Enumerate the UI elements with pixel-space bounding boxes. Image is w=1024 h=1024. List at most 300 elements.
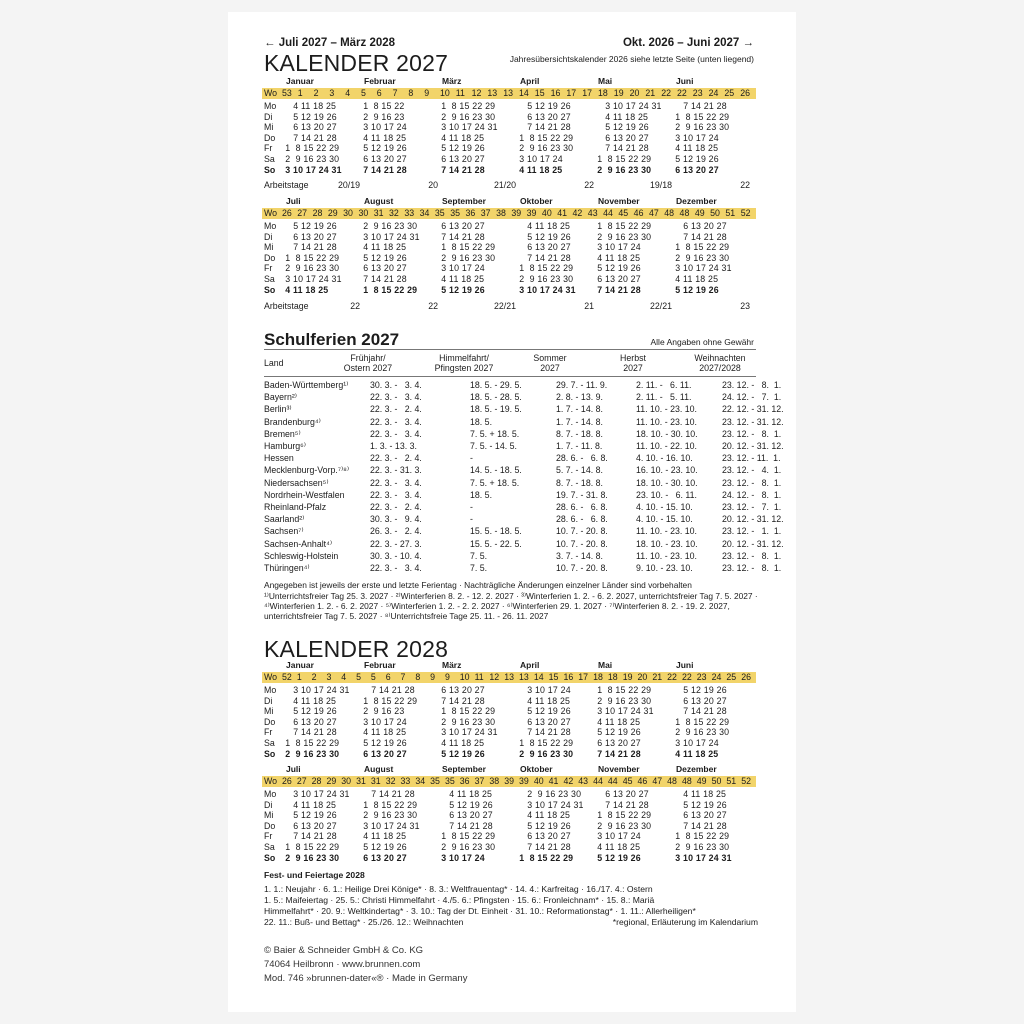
week-number: 39	[526, 208, 537, 218]
week-number: 32	[385, 776, 396, 786]
day-row: 5 12 19 26	[280, 810, 337, 821]
ferien-dates: 23. 12. - 8. 1.	[722, 550, 782, 561]
day-row: 3 10 17 24 31	[280, 273, 342, 284]
day-row: 5 12 19 26	[358, 841, 407, 852]
ferien-dates: 1. 3. - 13. 3.	[370, 441, 417, 451]
day-label: Mo	[264, 789, 277, 799]
day-row: 2 9 16 23 30	[592, 695, 652, 706]
week-number: 42	[572, 208, 583, 218]
week-number: 22	[661, 88, 671, 98]
day-row: 6 13 20 27	[280, 716, 337, 727]
ferien-dates: 16. 10. - 23. 10.	[636, 465, 698, 476]
day-row: 5 12 19 26	[670, 284, 719, 295]
week-number: 43	[587, 208, 598, 218]
week-number: 22	[677, 88, 687, 98]
nav-right-link[interactable]: Okt. 2026 – Juni 2027 →	[622, 37, 754, 49]
month-days	[592, 101, 662, 175]
week-number: 24	[708, 88, 719, 98]
week-number: 34	[415, 776, 426, 786]
week-number: 25	[726, 672, 737, 682]
day-row: 6 13 20 27	[592, 132, 649, 143]
day-row: 2 9 16 23 30	[514, 789, 582, 799]
month-heading: Januar	[286, 76, 314, 86]
week-number: 53	[282, 88, 292, 98]
table-row	[264, 453, 781, 465]
day-row: 6 13 20 27	[358, 153, 407, 164]
ferien-dates: 22. 3. - 2. 4.	[370, 453, 422, 464]
day-label: Do	[264, 820, 276, 831]
ferien-dates: 22. 12. - 31. 12.	[722, 404, 784, 415]
ferien-dates: 11. 10. - 23. 10.	[636, 550, 697, 561]
day-row: 5 12 19 26	[358, 252, 407, 263]
week-number: 43	[578, 776, 589, 786]
day-row: 3 10 17 24 31	[514, 799, 584, 810]
day-row: 1 8 15 22 29	[436, 242, 496, 253]
day-row: 2 9 16 23 30	[280, 748, 340, 759]
day-row: 1 8 15 22 29	[670, 831, 730, 842]
land-name: Rheinland-Pfalz	[264, 502, 327, 512]
footer-address: 74064 Heilbronn · www.brunnen.com	[264, 959, 421, 970]
ferien-dates: 2. 8. - 13. 9.	[556, 392, 603, 403]
day-row: 7 14 21 28	[358, 164, 407, 175]
week-number: 33	[404, 208, 415, 218]
week-number: 44	[603, 208, 613, 218]
day-row: 4 11 18 25	[592, 716, 641, 727]
day-row: 6 13 20 27	[436, 810, 493, 821]
footer-copyright: © Baier & Schneider GmbH & Co. KG	[264, 945, 424, 956]
ferien-dates: 23. 12. - 31. 12.	[722, 416, 784, 427]
day-row: 7 14 21 28	[280, 727, 337, 738]
week-number: 11	[455, 88, 465, 98]
arbeitstage-value: 21/20	[493, 180, 516, 190]
week-number: 14	[533, 672, 544, 682]
day-row: 5 12 19 26	[514, 231, 571, 242]
week-number: 52	[740, 208, 751, 218]
day-row: 5 12 19 26	[280, 221, 337, 231]
ferien-dates: 7. 5.	[470, 550, 488, 561]
week-number: 26	[282, 208, 292, 218]
day-row: 5 12 19 26	[670, 153, 719, 164]
day-row: 1 8 15 22 29	[592, 221, 652, 231]
week-number: 49	[694, 208, 705, 218]
day-row: 6 13 20 27	[358, 263, 407, 274]
day-row: 5 12 19 26	[280, 706, 337, 717]
ferien-dates: 30. 3. - 9. 4.	[370, 514, 422, 525]
week-number: 31	[373, 208, 384, 218]
day-row: 4 11 18 25	[280, 695, 337, 706]
day-row: 3 10 17 24	[670, 737, 719, 748]
table-row	[264, 441, 784, 453]
day-row: 7 14 21 28	[436, 164, 485, 175]
day-row: 2 9 16 23 30	[514, 143, 574, 154]
day-row: 1 8 15 22 29	[514, 263, 574, 274]
day-row: 3 10 17 24 31	[592, 706, 654, 717]
column-header-land: Land	[264, 358, 284, 368]
arbeitstage-label: Arbeitstage	[264, 301, 309, 311]
ferien-dates: 28. 6. - 6. 8.	[556, 453, 608, 464]
day-row: 4 11 18 25	[670, 789, 727, 799]
kalender-2027-title: KALENDER 2027	[264, 50, 449, 76]
ferien-dates: 22. 3. - 3. 4.	[370, 416, 422, 427]
month-days	[670, 101, 729, 175]
day-row: 1 8 15 22 29	[514, 737, 574, 748]
ferien-dates: -	[470, 502, 473, 512]
day-row: 4 11 18 25	[358, 831, 407, 842]
ferien-dates: 23. 12. - 8. 1.	[722, 563, 782, 573]
week-number: 11	[474, 672, 484, 682]
day-row: 4 11 18 25	[436, 273, 485, 284]
arbeitstage-value: 22	[350, 301, 360, 311]
week-number: 46	[633, 208, 644, 218]
day-row: 3 10 17 24 31	[592, 101, 662, 111]
day-row: 5 12 19 26	[514, 820, 571, 831]
week-number: 2	[311, 672, 317, 682]
day-row: 1 8 15 22 29	[514, 852, 574, 863]
month-heading: Mai	[598, 76, 613, 86]
day-row: 7 14 21 28	[670, 101, 727, 111]
week-number: 39	[511, 208, 522, 218]
column-header: Himmelfahrt/ Pfingsten 2027	[434, 353, 494, 373]
week-number: 18	[593, 672, 603, 682]
land-name: Berlin³⁾	[264, 404, 292, 415]
arbeitstage-value: 22	[584, 180, 594, 190]
week-number: 23	[696, 672, 707, 682]
day-label: Di	[264, 111, 273, 122]
day-label: Mo	[264, 221, 277, 231]
month-heading: Februar	[364, 660, 396, 670]
day-row: 7 14 21 28	[280, 831, 337, 842]
week-number: 24	[711, 672, 722, 682]
ferien-dates: 30. 3. - 10. 4.	[370, 550, 422, 561]
day-label: Fr	[264, 263, 273, 274]
day-row: 6 13 20 27	[280, 820, 337, 831]
ferien-dates: 20. 12. - 31. 12.	[722, 441, 784, 451]
arbeitstage-value: 22	[428, 301, 438, 311]
day-row: 5 12 19 26	[592, 727, 641, 738]
land-name: Baden-Württemberg¹⁾	[264, 380, 349, 390]
land-name: Sachsen-Anhalt⁴⁾	[264, 538, 333, 549]
land-name: Nordrhein-Westfalen	[264, 489, 345, 500]
day-row: 4 11 18 25	[514, 810, 571, 821]
day-row: 4 11 18 25	[670, 748, 719, 759]
ferien-dates: 28. 6. - 6. 8.	[556, 502, 608, 512]
day-row: 3 10 17 24 31	[280, 685, 350, 695]
day-label: Do	[264, 716, 276, 727]
table-row	[264, 514, 784, 526]
land-name: Brandenburg⁴⁾	[264, 416, 321, 427]
week-number: 1	[296, 672, 302, 682]
week-label: Wo	[264, 88, 278, 98]
ferien-dates: 4. 10. - 15. 10.	[636, 502, 693, 512]
table-row	[264, 550, 782, 563]
month-days	[592, 789, 651, 863]
month-days	[280, 685, 350, 759]
week-number: 23	[692, 88, 703, 98]
week-number: 30	[341, 776, 352, 786]
arbeitstage-value: 19/18	[649, 180, 672, 190]
month-heading: April	[520, 76, 540, 86]
land-name: Bremen⁵⁾	[264, 428, 301, 439]
week-number: 5	[356, 672, 361, 682]
day-row: 7 14 21 28	[280, 242, 337, 253]
land-name: Mecklenburg-Vorp.⁷⁾⁸⁾	[264, 465, 350, 476]
day-row: 6 13 20 27	[280, 231, 337, 242]
day-label: So	[264, 284, 276, 295]
week-number: 48	[667, 776, 677, 786]
day-row: 7 14 21 28	[514, 841, 571, 852]
ferien-dates: 28. 6. - 6. 8.	[556, 514, 608, 525]
day-row: 3 10 17 24	[592, 831, 641, 842]
week-number: 35	[444, 776, 455, 786]
week-number: 18	[598, 88, 608, 98]
subtitle: Jahresübersichtskalender 2026 siehe letzte Seite (unten liegend)	[509, 54, 754, 64]
ferien-dates: 20. 12. - 31. 12.	[722, 514, 784, 525]
week-number: 9	[444, 672, 450, 682]
week-number: 46	[637, 776, 648, 786]
ferien-dates: 9. 10. - 23. 10.	[636, 563, 693, 573]
day-row: 5 12 19 26	[592, 263, 641, 274]
column-header: Herbst 2027	[620, 353, 646, 373]
day-row: 5 12 19 26	[670, 799, 727, 810]
week-number: 3	[329, 88, 335, 98]
week-number: 21	[645, 88, 656, 98]
month-heading: September	[442, 196, 486, 206]
day-row: 6 13 20 27	[280, 122, 337, 133]
week-number: 10	[459, 672, 470, 682]
ferien-dates: 22. 3. - 3. 4.	[370, 392, 422, 403]
ferien-dates: 8. 7. - 18. 8.	[556, 428, 603, 439]
week-number: 29	[327, 208, 338, 218]
day-labels	[264, 221, 276, 295]
day-row: 3 10 17 24	[592, 242, 641, 253]
day-row: 4 11 18 25	[670, 273, 719, 284]
day-row: 6 13 20 27	[514, 831, 571, 842]
week-number: 6	[385, 672, 391, 682]
week-number: 25	[724, 88, 735, 98]
ferien-dates: 10. 7. - 20. 8.	[556, 538, 608, 549]
ferien-dates: 1. 7. - 11. 8.	[556, 441, 603, 451]
ferien-dates: 18. 10. - 30. 10.	[636, 428, 698, 439]
arbeitstage-value: 22	[740, 180, 750, 190]
month-days	[436, 789, 495, 863]
ferien-dates: 23. 12. - 8. 1.	[722, 380, 782, 390]
day-label: Fr	[264, 727, 273, 738]
day-row: 3 10 17 24 31	[670, 263, 732, 274]
ferien-dates: 23. 12. - 1. 1.	[722, 526, 782, 537]
day-row: 4 11 18 25	[358, 132, 407, 143]
day-row: 7 14 21 28	[592, 284, 641, 295]
month-heading: Oktober	[520, 196, 553, 206]
feiertage-title: Fest- und Feiertage 2028	[264, 870, 365, 880]
week-number: 30	[343, 208, 353, 218]
ferien-dates: 23. 12. - 8. 1.	[722, 477, 782, 488]
day-row: 2 9 16 23 30	[280, 263, 340, 274]
day-label: Mi	[264, 810, 274, 821]
week-number: 17	[582, 88, 592, 98]
month-heading: Februar	[364, 76, 396, 86]
month-heading: Dezember	[676, 196, 717, 206]
week-number: 19	[622, 672, 633, 682]
table-row	[264, 428, 782, 441]
column-header: Frühjahr/ Ostern 2027	[343, 353, 393, 373]
day-row: 5 12 19 26	[436, 284, 485, 295]
day-row: 3 10 17 24 31	[280, 789, 350, 799]
week-number: 28	[311, 776, 322, 786]
day-label: Mi	[264, 242, 274, 253]
day-row: 1 8 15 22 29	[358, 695, 418, 706]
day-label: Mi	[264, 122, 274, 133]
month-heading: November	[598, 764, 640, 774]
ferien-dates: 4. 10. - 16. 10.	[636, 453, 693, 464]
day-row: 1 8 15 22 29	[592, 810, 652, 821]
day-row: 5 12 19 26	[280, 111, 337, 122]
month-days	[514, 101, 573, 175]
land-name: Sachsen⁷⁾	[264, 526, 304, 537]
week-number: 33	[400, 776, 411, 786]
week-number: 50	[710, 208, 720, 218]
divider	[264, 349, 756, 350]
day-row: 6 13 20 27	[670, 695, 727, 706]
month-days	[514, 221, 576, 295]
month-heading: Juli	[286, 196, 301, 206]
day-row: 5 12 19 26	[514, 101, 571, 111]
month-days	[358, 685, 417, 759]
month-heading: August	[364, 764, 394, 774]
day-row: 4 11 18 25	[280, 799, 337, 810]
week-number: 41	[557, 208, 568, 218]
day-label: So	[264, 852, 276, 863]
day-row: 7 14 21 28	[514, 252, 571, 263]
day-row: 1 8 15 22 29	[358, 284, 418, 295]
day-label: So	[264, 164, 276, 175]
day-row: 7 14 21 28	[592, 748, 641, 759]
day-row: 3 10 17 24	[670, 132, 719, 143]
day-row: 5 12 19 26	[358, 143, 407, 154]
ferien-dates: 15. 5. - 22. 5.	[470, 538, 522, 549]
table-row	[264, 392, 782, 404]
week-number-bar	[262, 88, 756, 99]
week-number: 44	[607, 776, 618, 786]
day-row: 7 14 21 28	[514, 727, 571, 738]
footer-model: Mod. 746 »brunnen-dater«® · Made in Germany	[264, 973, 468, 984]
day-row: 2 9 16 23 30	[514, 748, 574, 759]
arbeitstage-label: Arbeitstage	[264, 180, 309, 190]
month-heading: April	[520, 660, 540, 670]
day-label: Sa	[264, 273, 275, 284]
day-row: 6 13 20 27	[670, 164, 719, 175]
day-row: 4 11 18 25	[436, 737, 485, 748]
week-number: 16	[563, 672, 574, 682]
day-row: 3 10 17 24 31	[514, 284, 576, 295]
month-days	[670, 685, 729, 759]
day-row: 4 11 18 25	[280, 101, 337, 111]
week-number: 51	[726, 776, 737, 786]
month-heading: November	[598, 196, 640, 206]
week-number: 27	[296, 776, 307, 786]
week-number: 8	[408, 88, 414, 98]
month-heading: März	[442, 76, 462, 86]
week-number: 26	[741, 672, 751, 682]
schulferien-disclaimer: Alle Angaben ohne Gewähr	[650, 337, 754, 347]
day-row: 4 11 18 25	[436, 132, 485, 143]
day-row: 7 14 21 28	[592, 143, 649, 154]
week-number: 49	[696, 776, 707, 786]
week-number: 27	[297, 208, 308, 218]
table-row	[264, 563, 782, 575]
table-row	[264, 489, 782, 502]
land-name: Saarland²⁾	[264, 514, 305, 525]
nav-left-link[interactable]: ← Juli 2027 – März 2028	[264, 37, 396, 49]
ferien-dates: 11. 10. - 22. 10.	[636, 441, 697, 451]
day-row: 1 8 15 22 29	[670, 242, 730, 253]
day-row: 3 10 17 24	[436, 263, 485, 274]
day-row: 4 11 18 25	[514, 695, 571, 706]
ferien-dates: 23. 10. - 6. 11.	[636, 489, 697, 500]
month-heading: Juni	[676, 76, 694, 86]
ferien-dates: 18. 10. - 30. 10.	[636, 477, 698, 488]
week-number: 44	[593, 776, 603, 786]
week-number: 4	[341, 672, 347, 682]
schulferien-note: Angegeben ist jeweils der erste und letzte Ferientag · Nachträgliche Änderungen einzelner Länder sind vorbehalten	[264, 580, 692, 590]
week-number: 47	[652, 776, 663, 786]
month-days	[358, 221, 420, 295]
land-name: Hamburg⁶⁾	[264, 441, 306, 451]
week-number: 6	[376, 88, 382, 98]
day-row: 4 11 18 25	[670, 143, 719, 154]
day-row: 7 14 21 28	[436, 820, 493, 831]
week-number-bar	[262, 776, 756, 787]
day-row: 1 8 15 22 29	[670, 111, 730, 122]
ferien-dates: 24. 12. - 7. 1.	[722, 392, 782, 403]
week-number: 48	[679, 208, 690, 218]
table-row	[264, 526, 782, 538]
day-row: 3 10 17 24 31	[358, 820, 420, 831]
day-row: 3 10 17 24 31	[670, 852, 732, 863]
week-number: 18	[607, 672, 618, 682]
week-number-bar	[262, 672, 756, 683]
week-number: 5	[361, 88, 366, 98]
week-number: 50	[711, 776, 722, 786]
month-heading: Juli	[286, 764, 301, 774]
week-number: 26	[282, 776, 292, 786]
day-row: 2 9 16 23 30	[514, 273, 574, 284]
column-header: Weihnachten 2027/2028	[694, 353, 746, 373]
week-number: 31	[370, 776, 381, 786]
day-row: 7 14 21 28	[436, 695, 485, 706]
week-number: 4	[345, 88, 351, 98]
month-heading: Juni	[676, 660, 694, 670]
week-number: 48	[681, 776, 692, 786]
kalender-2028-title: KALENDER 2028	[264, 636, 449, 662]
week-number: 28	[312, 208, 323, 218]
day-row: 3 10 17 24	[436, 852, 485, 863]
day-row: 7 14 21 28	[514, 122, 571, 133]
land-name: Schleswig-Holstein	[264, 550, 339, 561]
day-label: Di	[264, 799, 273, 810]
week-number: 8	[415, 672, 421, 682]
ferien-dates: 23. 12. - 11. 1.	[722, 453, 781, 464]
month-days	[514, 789, 584, 863]
ferien-dates: 7. 5. + 18. 5.	[470, 428, 520, 439]
ferien-dates: 3. 7. - 14. 8.	[556, 550, 603, 561]
week-number: 38	[496, 208, 506, 218]
day-row: 1 8 15 22 29	[436, 831, 496, 842]
ferien-dates: 4. 10. - 15. 10.	[636, 514, 693, 525]
day-row: 5 12 19 26	[514, 706, 571, 717]
month-days	[436, 221, 495, 295]
day-label: Fr	[264, 143, 273, 154]
month-days	[670, 789, 732, 863]
